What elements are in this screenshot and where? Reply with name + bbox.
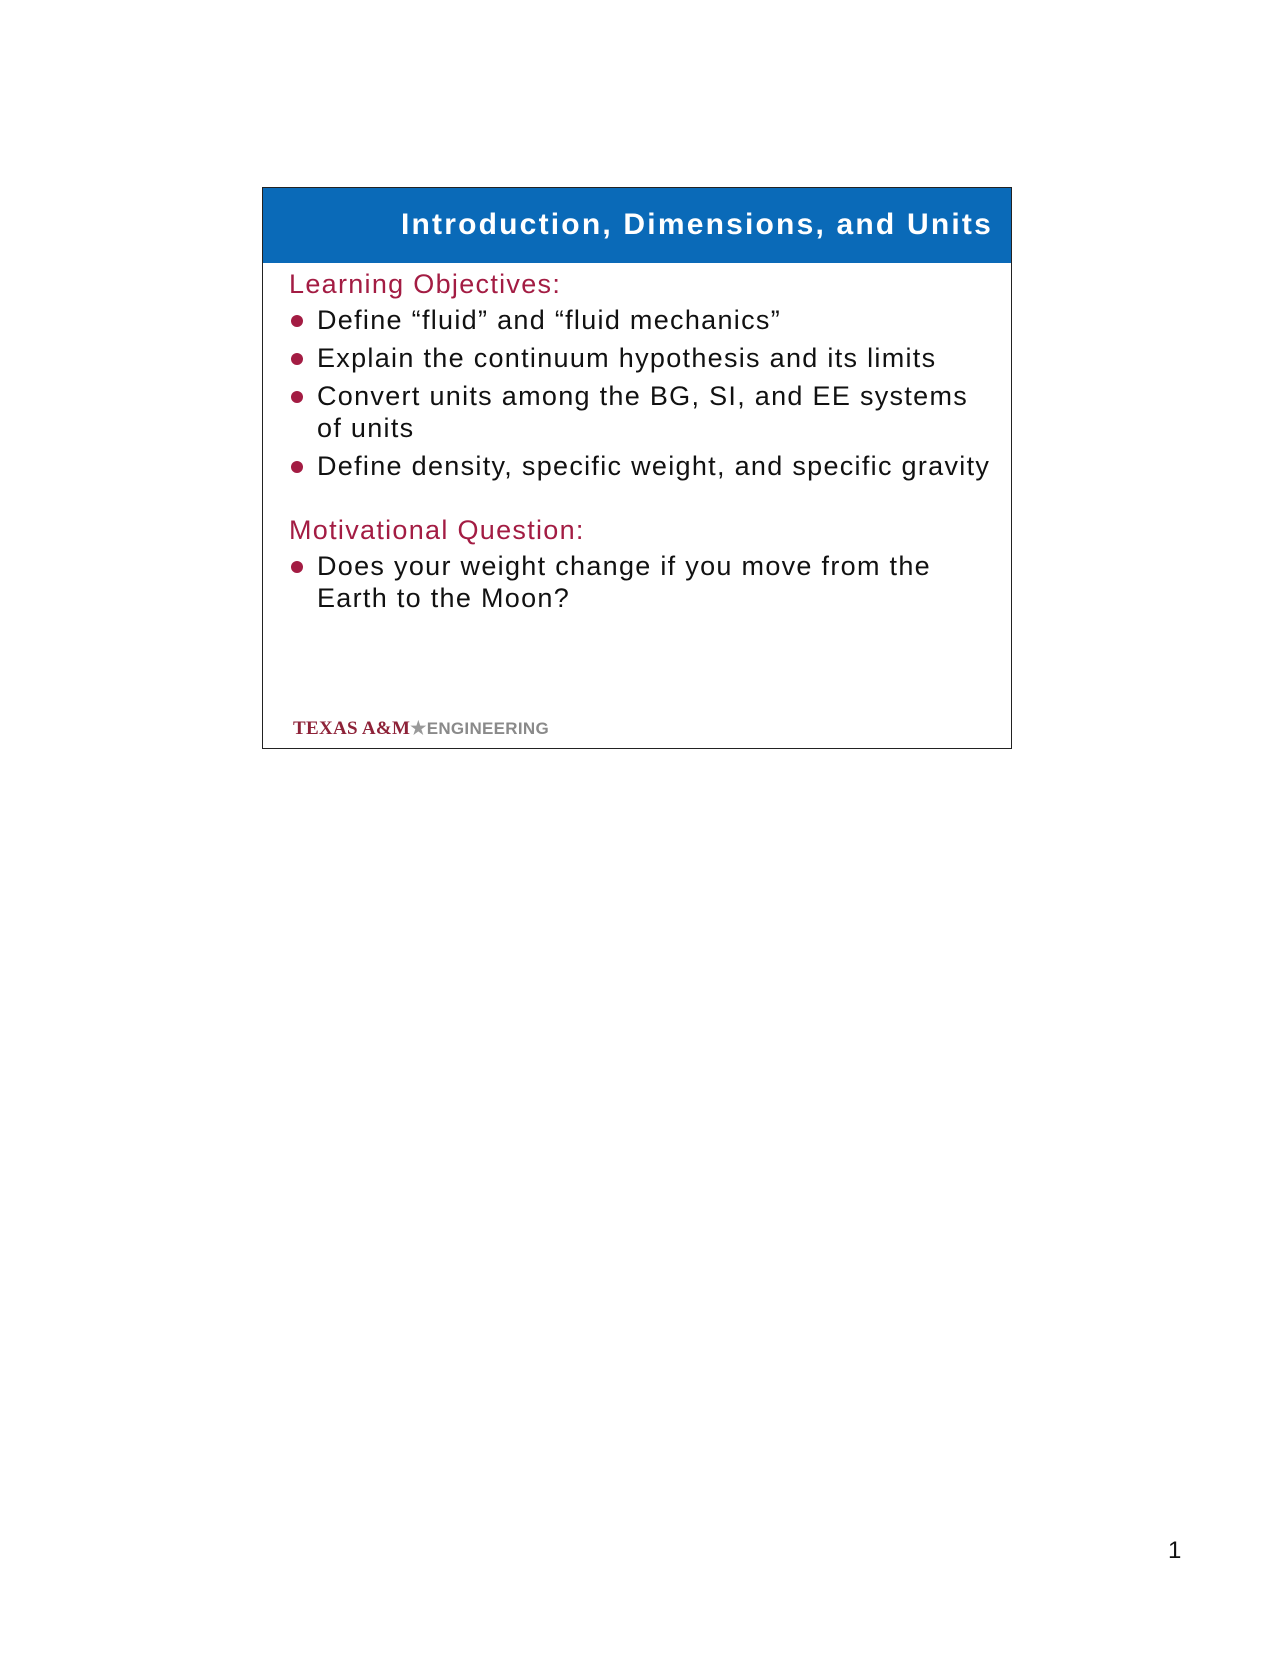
list-item [289, 304, 991, 336]
slide-header [263, 188, 1011, 263]
list-item [289, 380, 991, 444]
motivational-question-heading: Motivational Question: [289, 515, 585, 545]
list-item-text: Does your weight change if you move from the Earth to the Moon? [317, 551, 931, 613]
star-icon: ★ [410, 718, 427, 738]
list-item-text: Define density, specific weight, and specific gravity [317, 451, 991, 481]
list-item-text: Explain the continuum hypothesis and its limits [317, 343, 937, 373]
texas-am-engineering-logo [293, 718, 549, 740]
logo-texas-am-text: TEXAS A&M [293, 718, 411, 739]
learning-objectives-heading: Learning Objectives: [289, 269, 562, 299]
list-item-text: Define “fluid” and “fluid mechanics” [317, 305, 781, 335]
list-item [289, 550, 991, 614]
list-item [289, 342, 991, 374]
bullet-dot-icon [291, 353, 303, 365]
slide-body [289, 268, 991, 620]
list-item [289, 450, 991, 482]
page-number: 1 [1168, 1537, 1182, 1564]
bullet-dot-icon [291, 315, 303, 327]
list-item-text: Convert units among the BG, SI, and EE systems of units [317, 381, 969, 443]
learning-objectives-list [289, 304, 991, 482]
slide [262, 187, 1012, 749]
slide-title: Introduction, Dimensions, and Units [400, 208, 993, 241]
motivational-question-list [289, 550, 991, 614]
bullet-dot-icon [291, 461, 303, 473]
bullet-dot-icon [291, 561, 303, 573]
bullet-dot-icon [291, 391, 303, 403]
logo-engineering-text: ENGINEERING [426, 719, 550, 738]
